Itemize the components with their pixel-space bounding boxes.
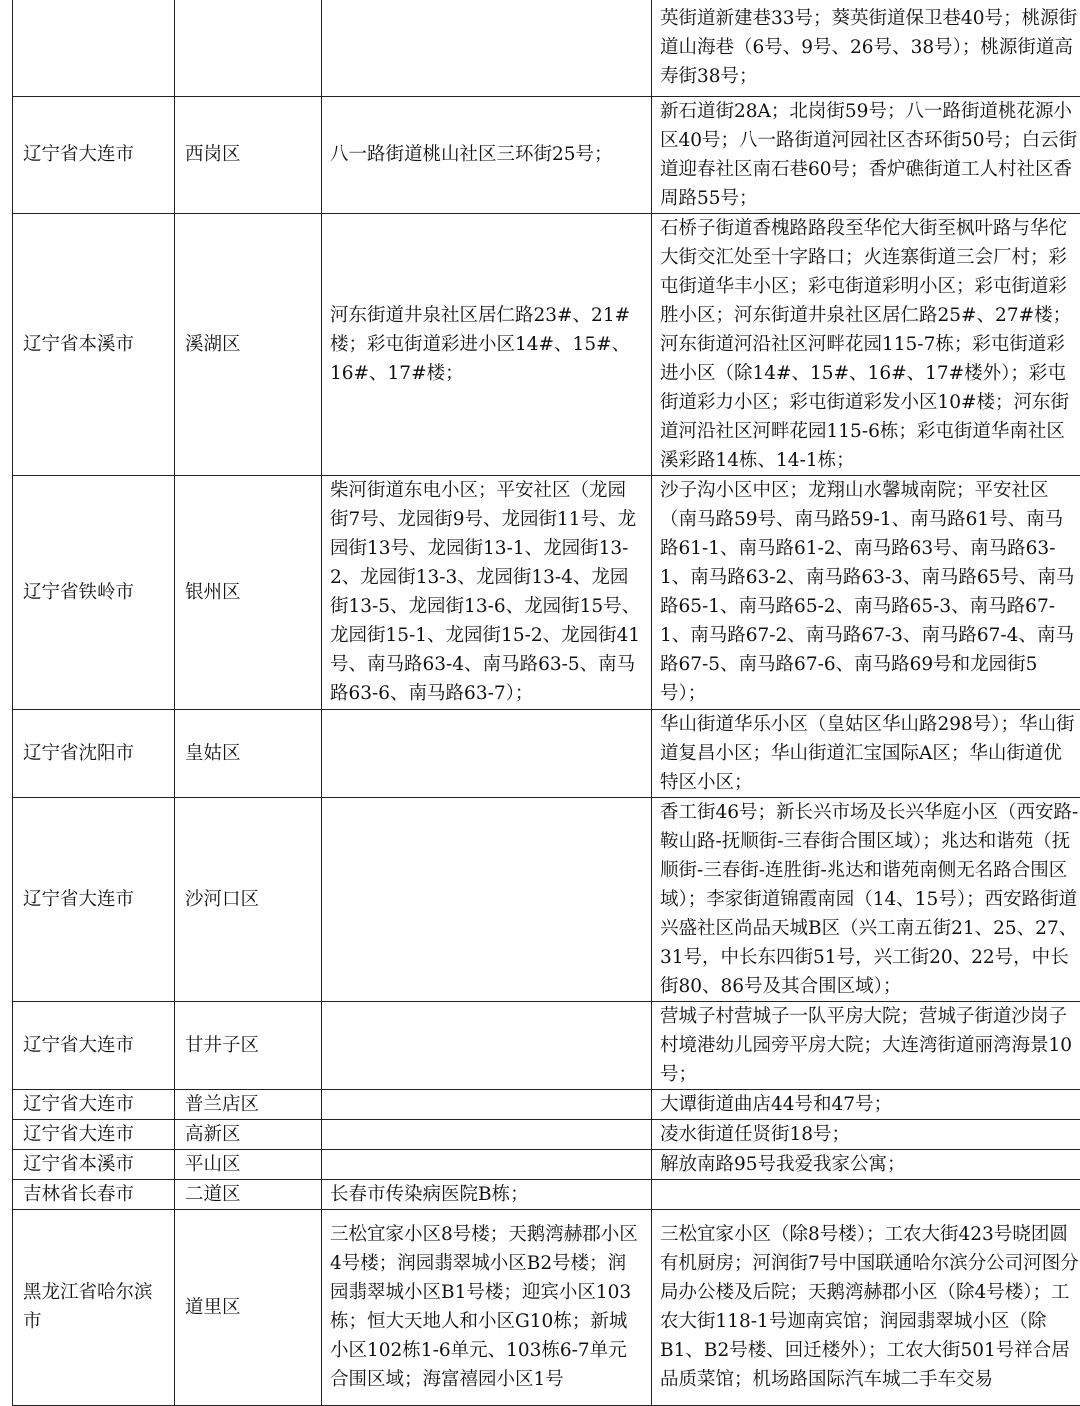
area-list-cell-2: 香工街46号；新长兴市场及长兴华庭小区（西安路-鞍山路-抚顺街-三春街合围区域）；兆达和谐苑（抚顺街-三春街-连胜街-兆达和谐苑南侧无名路合围区域）；李家街道锦霞南园（14、15号）；西安路街道兴盛社区尚品天城B区（兴工南五街21、25、27、31号，中长东四街51号，兴工街20、22号，中长街80、86号及其合围区域）； <box>652 797 1080 1001</box>
table-row <box>13 475 1080 709</box>
table-row <box>13 213 1080 475</box>
area-list-cell-2: 华山街道华乐小区（皇姑区华山路298号）；华山街道复昌小区；华山街道汇宝国际A区；华山街道优特区小区； <box>652 709 1080 797</box>
table-row <box>13 1089 1080 1119</box>
province-city-cell: 辽宁省大连市 <box>13 1119 175 1149</box>
province-city-cell: 辽宁省沈阳市 <box>13 709 175 797</box>
area-list-cell-2: 大谭街道曲店44号和47号； <box>652 1089 1080 1119</box>
area-list-cell <box>322 1119 652 1149</box>
district-cell: 银州区 <box>175 475 322 709</box>
table-row <box>13 0 1080 96</box>
area-list-cell <box>322 797 652 1001</box>
area-list-cell: 三松宜家小区8号楼；天鹅湾赫郡小区4号楼；润园翡翠城小区B2号楼；润园翡翠城小区B1号楼；迎宾小区103栋；恒大天地人和小区G10栋；新城小区102栋1-6单元、103栋6-7单元合围区域；海富禧园小区1号 <box>322 1209 652 1405</box>
area-list-cell-2: 解放南路95号我爱我家公寓； <box>652 1149 1080 1179</box>
area-list-cell-2: 英街道新建巷33号；葵英街道保卫巷40号；桃源街道山海巷（6号、9号、26号、38号）；桃源街道高寿街38号； <box>652 0 1080 96</box>
district-cell: 皇姑区 <box>175 709 322 797</box>
province-city-cell: 辽宁省大连市 <box>13 1089 175 1119</box>
province-city-cell: 辽宁省本溪市 <box>13 1149 175 1179</box>
table-row <box>13 1149 1080 1179</box>
district-cell: 普兰店区 <box>175 1089 322 1119</box>
area-list-cell-2: 新石道街28A；北岗街59号；八一路街道桃花源小区40号；八一路街道河园社区杏环街50号；白云街道迎春社区南石巷60号；香炉礁街道工人村社区香周路55号； <box>652 96 1080 213</box>
area-list-cell: 八一路街道桃山社区三环街25号； <box>322 96 652 213</box>
table-row <box>13 797 1080 1001</box>
table-row <box>13 96 1080 213</box>
province-city-cell: 辽宁省大连市 <box>13 1001 175 1089</box>
table-row <box>13 1001 1080 1089</box>
area-list-cell: 河东街道井泉社区居仁路23#、21#楼；彩屯街道彩进小区14#、15#、16#、17#楼； <box>322 213 652 475</box>
province-city-cell: 黑龙江省哈尔滨市 <box>13 1209 175 1405</box>
area-list-cell <box>322 1149 652 1179</box>
area-list-cell-2: 沙子沟小区中区；龙翔山水馨城南院；平安社区（南马路59号、南马路59-1、南马路61号、南马路61-1、南马路61-2、南马路63号、南马路63-1、南马路63-2、南马路63-3、南马路65号、南马路65-1、南马路65-2、南马路65-3、南马路67-1、南马路67-2、南马路67-3、南马路67-4、南马路67-5、南马路67-6、南马路69号和龙园街5号）； <box>652 475 1080 709</box>
district-cell: 高新区 <box>175 1119 322 1149</box>
area-list-cell: 长春市传染病医院B栋； <box>322 1179 652 1209</box>
province-city-cell: 辽宁省大连市 <box>13 797 175 1001</box>
table-row <box>13 1179 1080 1209</box>
province-city-cell <box>13 0 175 96</box>
area-list-cell-2: 营城子村营城子一队平房大院；营城子街道沙岗子村境港幼儿园旁平房大院；大连湾街道丽湾海景10号； <box>652 1001 1080 1089</box>
table-body <box>13 0 1080 1405</box>
area-list-cell <box>322 1001 652 1089</box>
area-list-cell-2: 三松宜家小区（除8号楼）；工农大街423号晓团圆有机厨房；河润街7号中国联通哈尔滨分公司河图分局办公楼及后院；天鹅湾赫郡小区（除4号楼）；工农大街118-1号迦南宾馆；润园翡翠城小区（除B1、B2号楼、回迁楼外）；工农大街501号祥合居品质菜馆；机场路国际汽车城二手车交易 <box>652 1209 1080 1405</box>
area-list-cell: 柴河街道东电小区；平安社区（龙园街7号、龙园街9号、龙园街11号、龙园街13号、龙园街13-1、龙园街13-2、龙园街13-3、龙园街13-4、龙园街13-5、龙园街13-6、龙园街15号、龙园街15-1、龙园街15-2、龙园街41号、南马路63-4、南马路63-5、南马路63-6、南马路63-7）； <box>322 475 652 709</box>
table-row <box>13 1209 1080 1405</box>
area-list-cell-2: 石桥子街道香槐路路段至华佗大街至枫叶路与华佗大街交汇处至十字路口；火连寨街道三会厂村；彩屯街道华丰小区；彩屯街道彩明小区；彩屯街道彩胜小区；河东街道井泉社区居仁路25#、27#楼；河东街道河沿社区河畔花园115-7栋；彩屯街道彩进小区（除14#、15#、16#、17#楼外）；彩屯街道彩力小区；彩屯街道彩发小区10#楼；河东街道河沿社区河畔花园115-6栋；彩屯街道华南社区溪彩路14栋、14-1栋； <box>652 213 1080 475</box>
district-cell: 沙河口区 <box>175 797 322 1001</box>
district-cell: 甘井子区 <box>175 1001 322 1089</box>
province-city-cell: 辽宁省大连市 <box>13 96 175 213</box>
province-city-cell: 辽宁省本溪市 <box>13 213 175 475</box>
district-cell: 平山区 <box>175 1149 322 1179</box>
district-cell: 溪湖区 <box>175 213 322 475</box>
area-list-cell-2: 凌水街道任贤街18号； <box>652 1119 1080 1149</box>
area-list-cell-2 <box>652 1179 1080 1209</box>
area-list-cell <box>322 0 652 96</box>
area-list-cell <box>322 709 652 797</box>
province-city-cell: 辽宁省铁岭市 <box>13 475 175 709</box>
district-cell: 西岗区 <box>175 96 322 213</box>
district-cell <box>175 0 322 96</box>
district-cell: 道里区 <box>175 1209 322 1405</box>
province-city-cell: 吉林省长春市 <box>13 1179 175 1209</box>
area-list-cell <box>322 1089 652 1119</box>
district-cell: 二道区 <box>175 1179 322 1209</box>
table-row <box>13 709 1080 797</box>
district-list-table <box>12 0 1080 1406</box>
table-row <box>13 1119 1080 1149</box>
